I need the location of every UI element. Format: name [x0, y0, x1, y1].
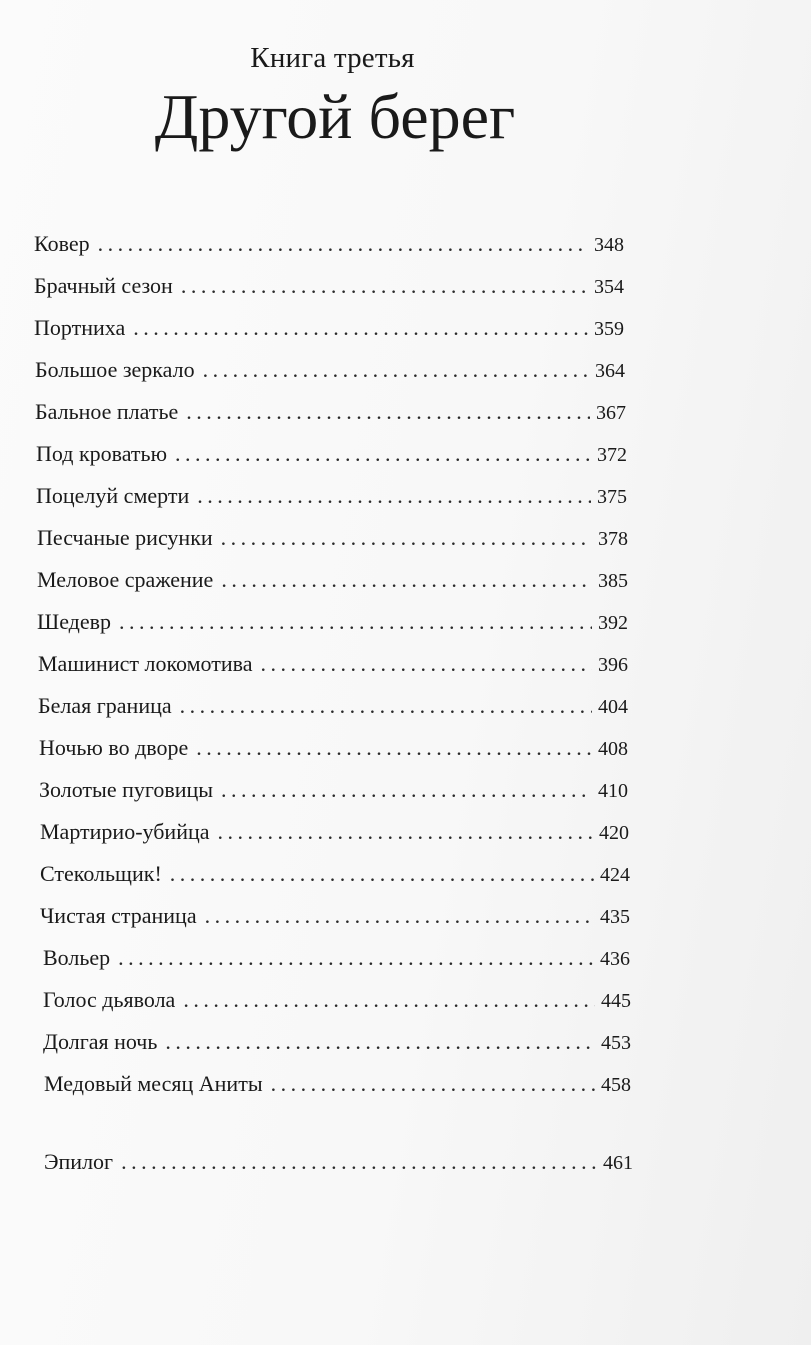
toc-entry-title: Вольер	[43, 945, 111, 970]
book-part-label: Книга третья	[250, 42, 415, 74]
toc-entry-page: 396	[598, 654, 628, 676]
toc-entry	[34, 228, 624, 260]
toc-leader-dots	[186, 396, 590, 428]
toc-entry	[37, 564, 628, 596]
toc-entry-page: 378	[598, 528, 628, 550]
toc-entry-title: Бальное платье	[35, 399, 179, 424]
toc-entry	[38, 648, 628, 680]
toc-leader-dots	[165, 1026, 595, 1058]
toc-entry-page: 375	[597, 486, 627, 508]
toc-entry-title: Голос дьявола	[43, 987, 176, 1012]
toc-entry-page: 445	[601, 990, 631, 1012]
toc-entry	[34, 312, 624, 344]
toc-entry	[37, 606, 628, 638]
toc-leader-dots	[221, 522, 592, 554]
toc-entry-page: 359	[594, 318, 624, 340]
toc-entry-page: 348	[594, 234, 624, 256]
toc-entry-page: 354	[594, 276, 624, 298]
toc-leader-dots	[98, 228, 588, 260]
toc-leader-dots	[170, 858, 594, 890]
toc-entry-title: Поцелуй смерти	[36, 483, 190, 508]
toc-leader-dots	[218, 816, 593, 848]
toc-leader-dots	[271, 1068, 595, 1100]
toc-leader-dots	[118, 942, 594, 974]
toc-entry-page: 435	[600, 906, 630, 928]
toc-leader-dots	[119, 606, 592, 638]
toc-entry-page: 385	[598, 570, 628, 592]
toc-entry-title: Ночью во дворе	[39, 735, 189, 760]
toc-leader-dots	[221, 774, 592, 806]
toc-entry	[40, 900, 630, 932]
toc-entry	[43, 984, 631, 1016]
toc-entry-page: 364	[595, 360, 625, 382]
toc-leader-dots	[197, 480, 591, 512]
toc-entry	[35, 354, 625, 386]
toc-entry	[39, 774, 628, 806]
toc-entry-page: 453	[601, 1032, 631, 1054]
toc-entry-title: Ковер	[34, 231, 90, 256]
toc-leader-dots	[133, 312, 588, 344]
toc-entry	[44, 1068, 631, 1100]
toc-entry-title: Чистая страница	[40, 903, 197, 928]
toc-leader-dots	[121, 1146, 597, 1178]
toc-leader-dots	[180, 690, 592, 722]
toc-entry	[36, 438, 627, 470]
toc-leader-dots	[205, 900, 594, 932]
toc-entry	[38, 690, 628, 722]
toc-entry-title: Машинист локомотива	[38, 651, 253, 676]
toc-entry	[40, 816, 629, 848]
toc-leader-dots	[203, 354, 589, 386]
toc-entry-page: 404	[598, 696, 628, 718]
toc-entry-page: 458	[601, 1074, 631, 1096]
toc-entry-title: Долгая ночь	[43, 1029, 158, 1054]
toc-leader-dots	[183, 984, 595, 1016]
toc-leader-dots	[175, 438, 591, 470]
toc-leader-dots	[181, 270, 588, 302]
toc-entry-title: Стекольщик!	[40, 861, 162, 886]
toc-entry	[34, 270, 624, 302]
toc-entry-title: Песчаные рисунки	[37, 525, 213, 550]
toc-entry	[36, 480, 627, 512]
toc-entry-title: Под кроватью	[36, 441, 168, 466]
toc-entry-page: 367	[596, 402, 626, 424]
toc-entry-page: 410	[598, 780, 628, 802]
toc-entry-title: Большое зеркало	[35, 357, 195, 382]
toc-entry-page: 408	[598, 738, 628, 760]
toc-leader-dots	[221, 564, 592, 596]
toc-entry	[40, 858, 630, 890]
toc-entry-title: Медовый месяц Аниты	[44, 1071, 263, 1096]
toc-entry	[39, 732, 628, 764]
toc-entry-title: Мартирио-убийца	[40, 819, 210, 844]
book-part-title: Другой берег	[154, 81, 516, 152]
toc-entry-title: Белая граница	[38, 693, 172, 718]
toc-entry-title: Меловое сражение	[37, 567, 214, 592]
toc-entry	[37, 522, 628, 554]
toc-entry-page: 436	[600, 948, 630, 970]
toc-entry-title: Шедевр	[37, 609, 112, 634]
toc-entry-page: 392	[598, 612, 628, 634]
toc-entry-title: Эпилог	[44, 1149, 114, 1174]
toc-leader-dots	[196, 732, 592, 764]
toc-entry-page: 424	[600, 864, 630, 886]
toc-entry-page: 420	[599, 822, 629, 844]
toc-entry-title: Золотые пуговицы	[39, 777, 214, 802]
toc-entry	[43, 942, 630, 974]
toc-entry-page: 372	[597, 444, 627, 466]
toc-entry-page: 461	[603, 1152, 633, 1174]
toc-entry	[35, 396, 626, 428]
toc-entry-title: Брачный сезон	[34, 273, 173, 298]
toc-entry-title: Портниха	[34, 315, 126, 340]
toc-entry-epilogue	[44, 1146, 633, 1178]
toc-leader-dots	[260, 648, 592, 680]
toc-entry	[43, 1026, 631, 1058]
